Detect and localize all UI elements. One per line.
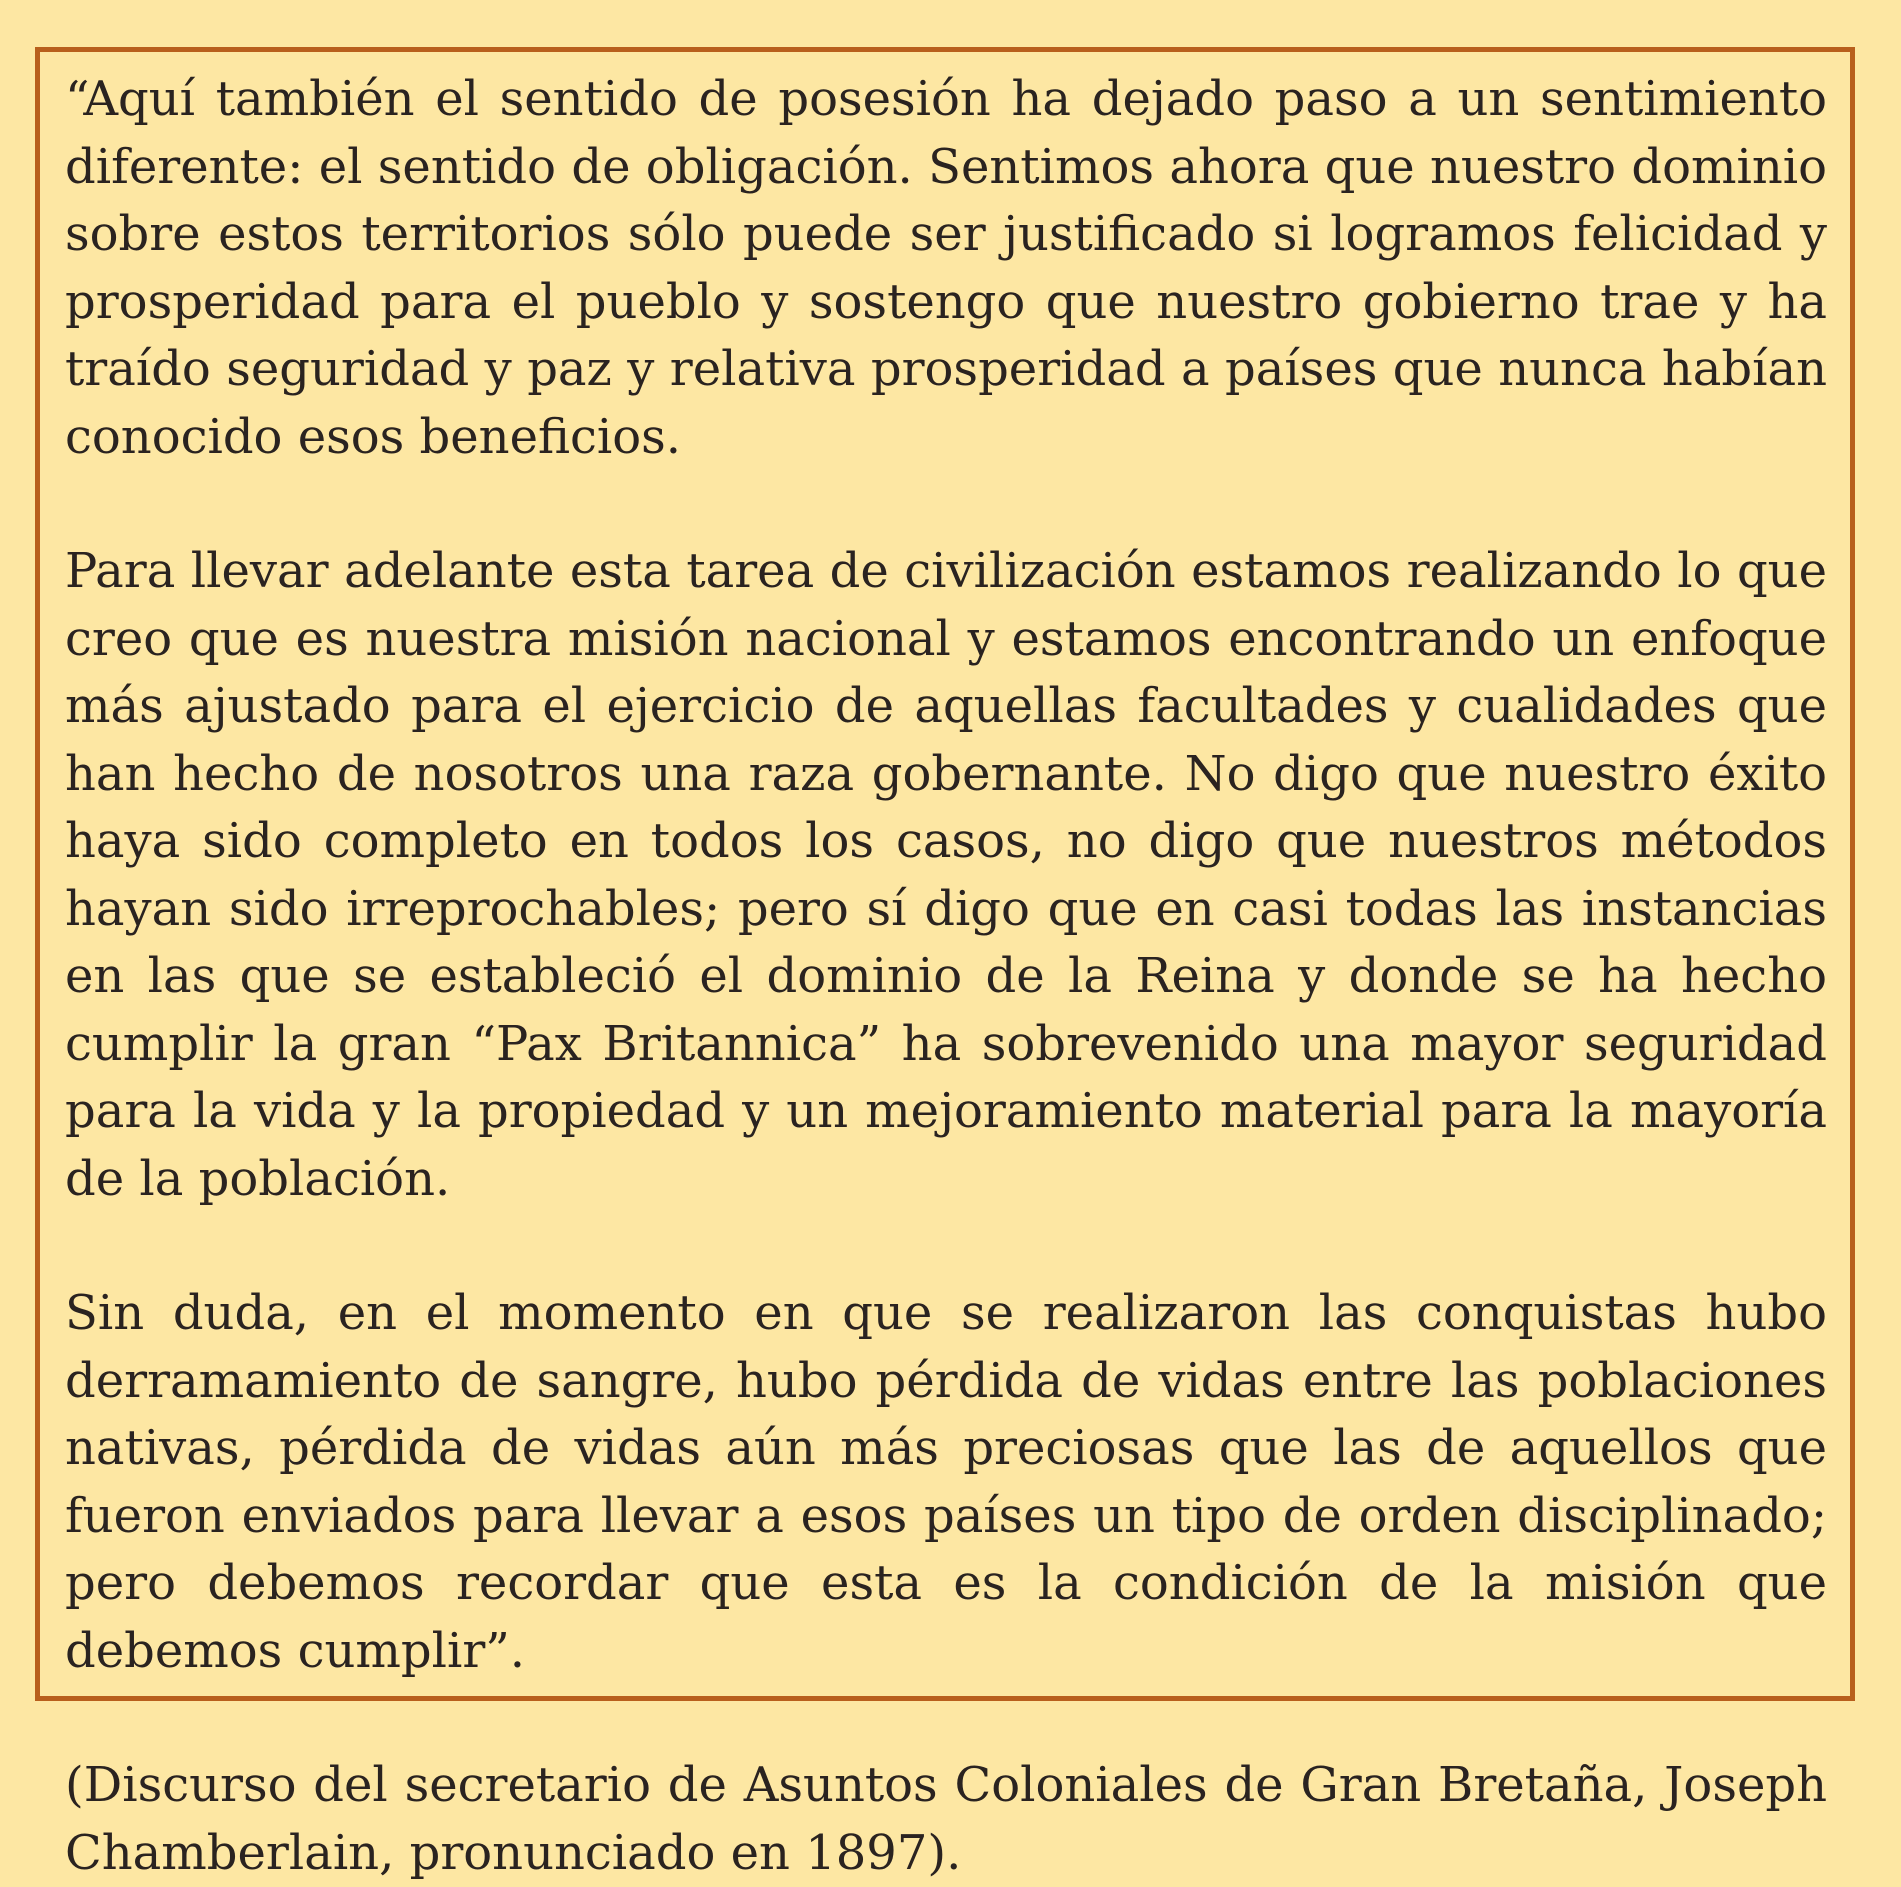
quote-paragraph-2: Para llevar adelante esta tarea de civilización estamos realizando lo que creo que es nuestra misión nacional y estamos encontrando un enfoque más ajustado para el ejercicio de aquellas facultades y cualidades que han hecho de nosotros una raza gobernante. No digo que nuestro éxito haya sido completo en todos los casos, no digo que nuestros métodos hayan sido irreprochables; pero sí digo que en casi todas las instancias en las que se estableció el dominio de la Reina y donde se ha hecho cumplir la gran “Pax Britannica” ha sobrevenido una mayor seguridad para la vida y la propiedad y un mejoramiento material para la mayoría de la población.	[65, 543, 1827, 1207]
quote-paragraph-3: Sin duda, en el momento en que se realizaron las conquistas hubo derramamiento de sangre, hubo pérdida de vidas entre las poblaciones nativas, pérdida de vidas aún más preciosas que las de aquellos que fueron enviados para llevar a esos países un tipo de orden disciplinado; pero debemos recordar que esta es la condición de la misión que debemos cumplir”.	[65, 1285, 1827, 1679]
quote-text-block	[65, 66, 1827, 1887]
quote-paragraph-1: “Aquí también el sentido de posesión ha dejado paso a un sentimiento diferente: el sentido de obligación. Sentimos ahora que nuestro dominio sobre estos territorios sólo puede ser justificado si logramos felicidad y prosperidad para el pueblo y sostengo que nuestro gobierno trae y ha traído seguridad y paz y relativa prosperidad a países que nunca habían conocido esos beneficios.	[65, 71, 1827, 465]
quote-citation: (Discurso del secretario de Asuntos Coloniales de Gran Bretaña, Joseph Chamberlain, pronunciado en 1897).	[65, 1757, 1827, 1881]
